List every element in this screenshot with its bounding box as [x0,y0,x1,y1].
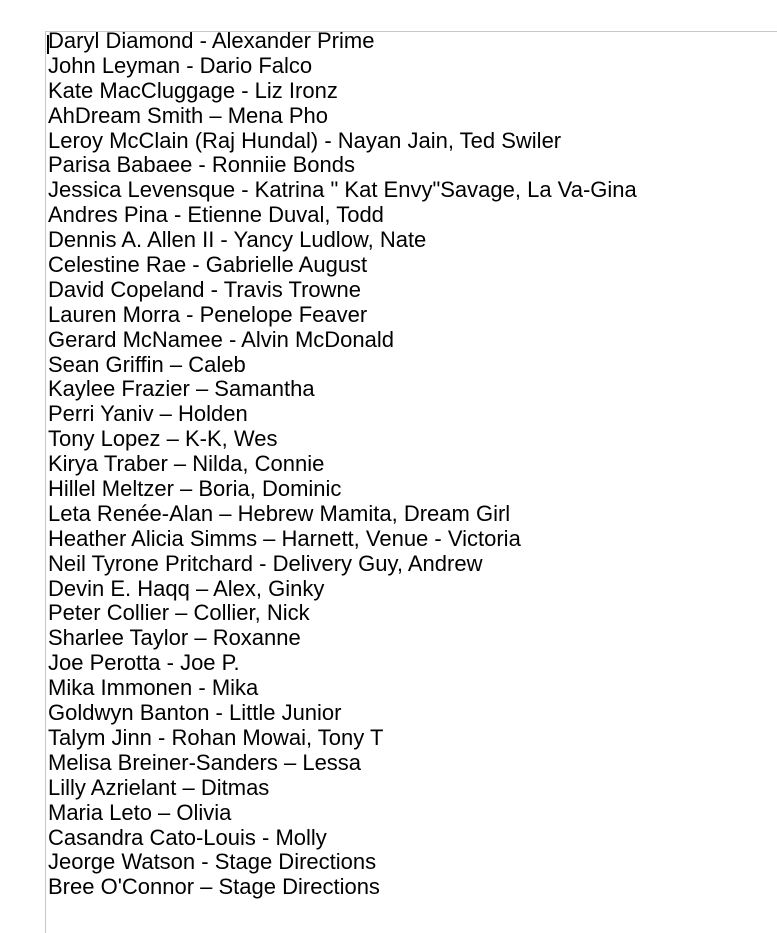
cast-line: Jessica Levensque - Katrina " Kat Envy"Savage, La Va-Gina [48,177,637,203]
cast-line: Kaylee Frazier – Samantha [48,376,315,402]
cast-line: Maria Leto – Olivia [48,799,232,825]
cast-line: Neil Tyrone Pritchard - Delivery Guy, Andrew [48,550,483,576]
cast-line: David Copeland - Travis Trowne [48,276,362,302]
cast-line: Sharlee Taylor – Roxanne [48,625,301,651]
cast-line: Dennis A. Allen II - Yancy Ludlow, Nate [48,227,427,253]
cast-line: Casandra Cato-Louis - Molly [48,824,327,850]
cast-line: Melisa Breiner-Sanders – Lessa [48,749,362,775]
cast-line: Talym Jinn - Rohan Mowai, Tony T [48,724,384,750]
cast-line: Lilly Azrielant – Ditmas [48,774,270,800]
cast-line: Peter Collier – Collier, Nick [48,600,310,626]
cast-line: Bree O'Connor – Stage Directions [48,874,380,900]
cast-line: Kirya Traber – Nilda, Connie [48,451,325,477]
cast-line: Perri Yaniv – Holden [48,401,248,427]
cast-line: AhDream Smith – Mena Pho [48,102,329,128]
cast-list[interactable] [48,29,637,900]
cast-line: Gerard McNamee - Alvin McDonald [48,326,395,352]
cast-line: Andres Pina - Etienne Duval, Todd [48,202,384,228]
cast-line: Kate MacCluggage - Liz Ironz [48,77,338,103]
cast-line: Celestine Rae - Gabrielle August [48,252,368,278]
cast-line: Daryl Diamond - Alexander Prime [48,28,375,53]
cast-line: Joe Perotta - Joe P. [48,650,240,676]
cast-line: Devin E. Haqq – Alex, Ginky [48,575,325,601]
cast-line: Goldwyn Banton - Little Junior [48,700,342,726]
cast-line: Jeorge Watson - Stage Directions [48,849,377,875]
page-left-border [45,31,46,933]
cast-line: Leroy McClain (Raj Hundal) - Nayan Jain, Ted Swiler [48,127,562,153]
cast-line: Hillel Meltzer – Boria, Dominic [48,476,342,502]
cast-line: Leta Renée-Alan – Hebrew Mamita, Dream Girl [48,500,511,526]
cast-line: Mika Immonen - Mika [48,675,259,701]
cast-line: Tony Lopez – K-K, Wes [48,426,278,452]
cast-line: Lauren Morra - Penelope Feaver [48,301,368,327]
cast-line: Parisa Babaee - Ronniie Bonds [48,152,355,178]
cast-line: Sean Griffin – Caleb [48,351,246,377]
cast-line: Heather Alicia Simms – Harnett, Venue - Victoria [48,525,521,551]
cast-line: John Leyman - Dario Falco [48,52,313,78]
